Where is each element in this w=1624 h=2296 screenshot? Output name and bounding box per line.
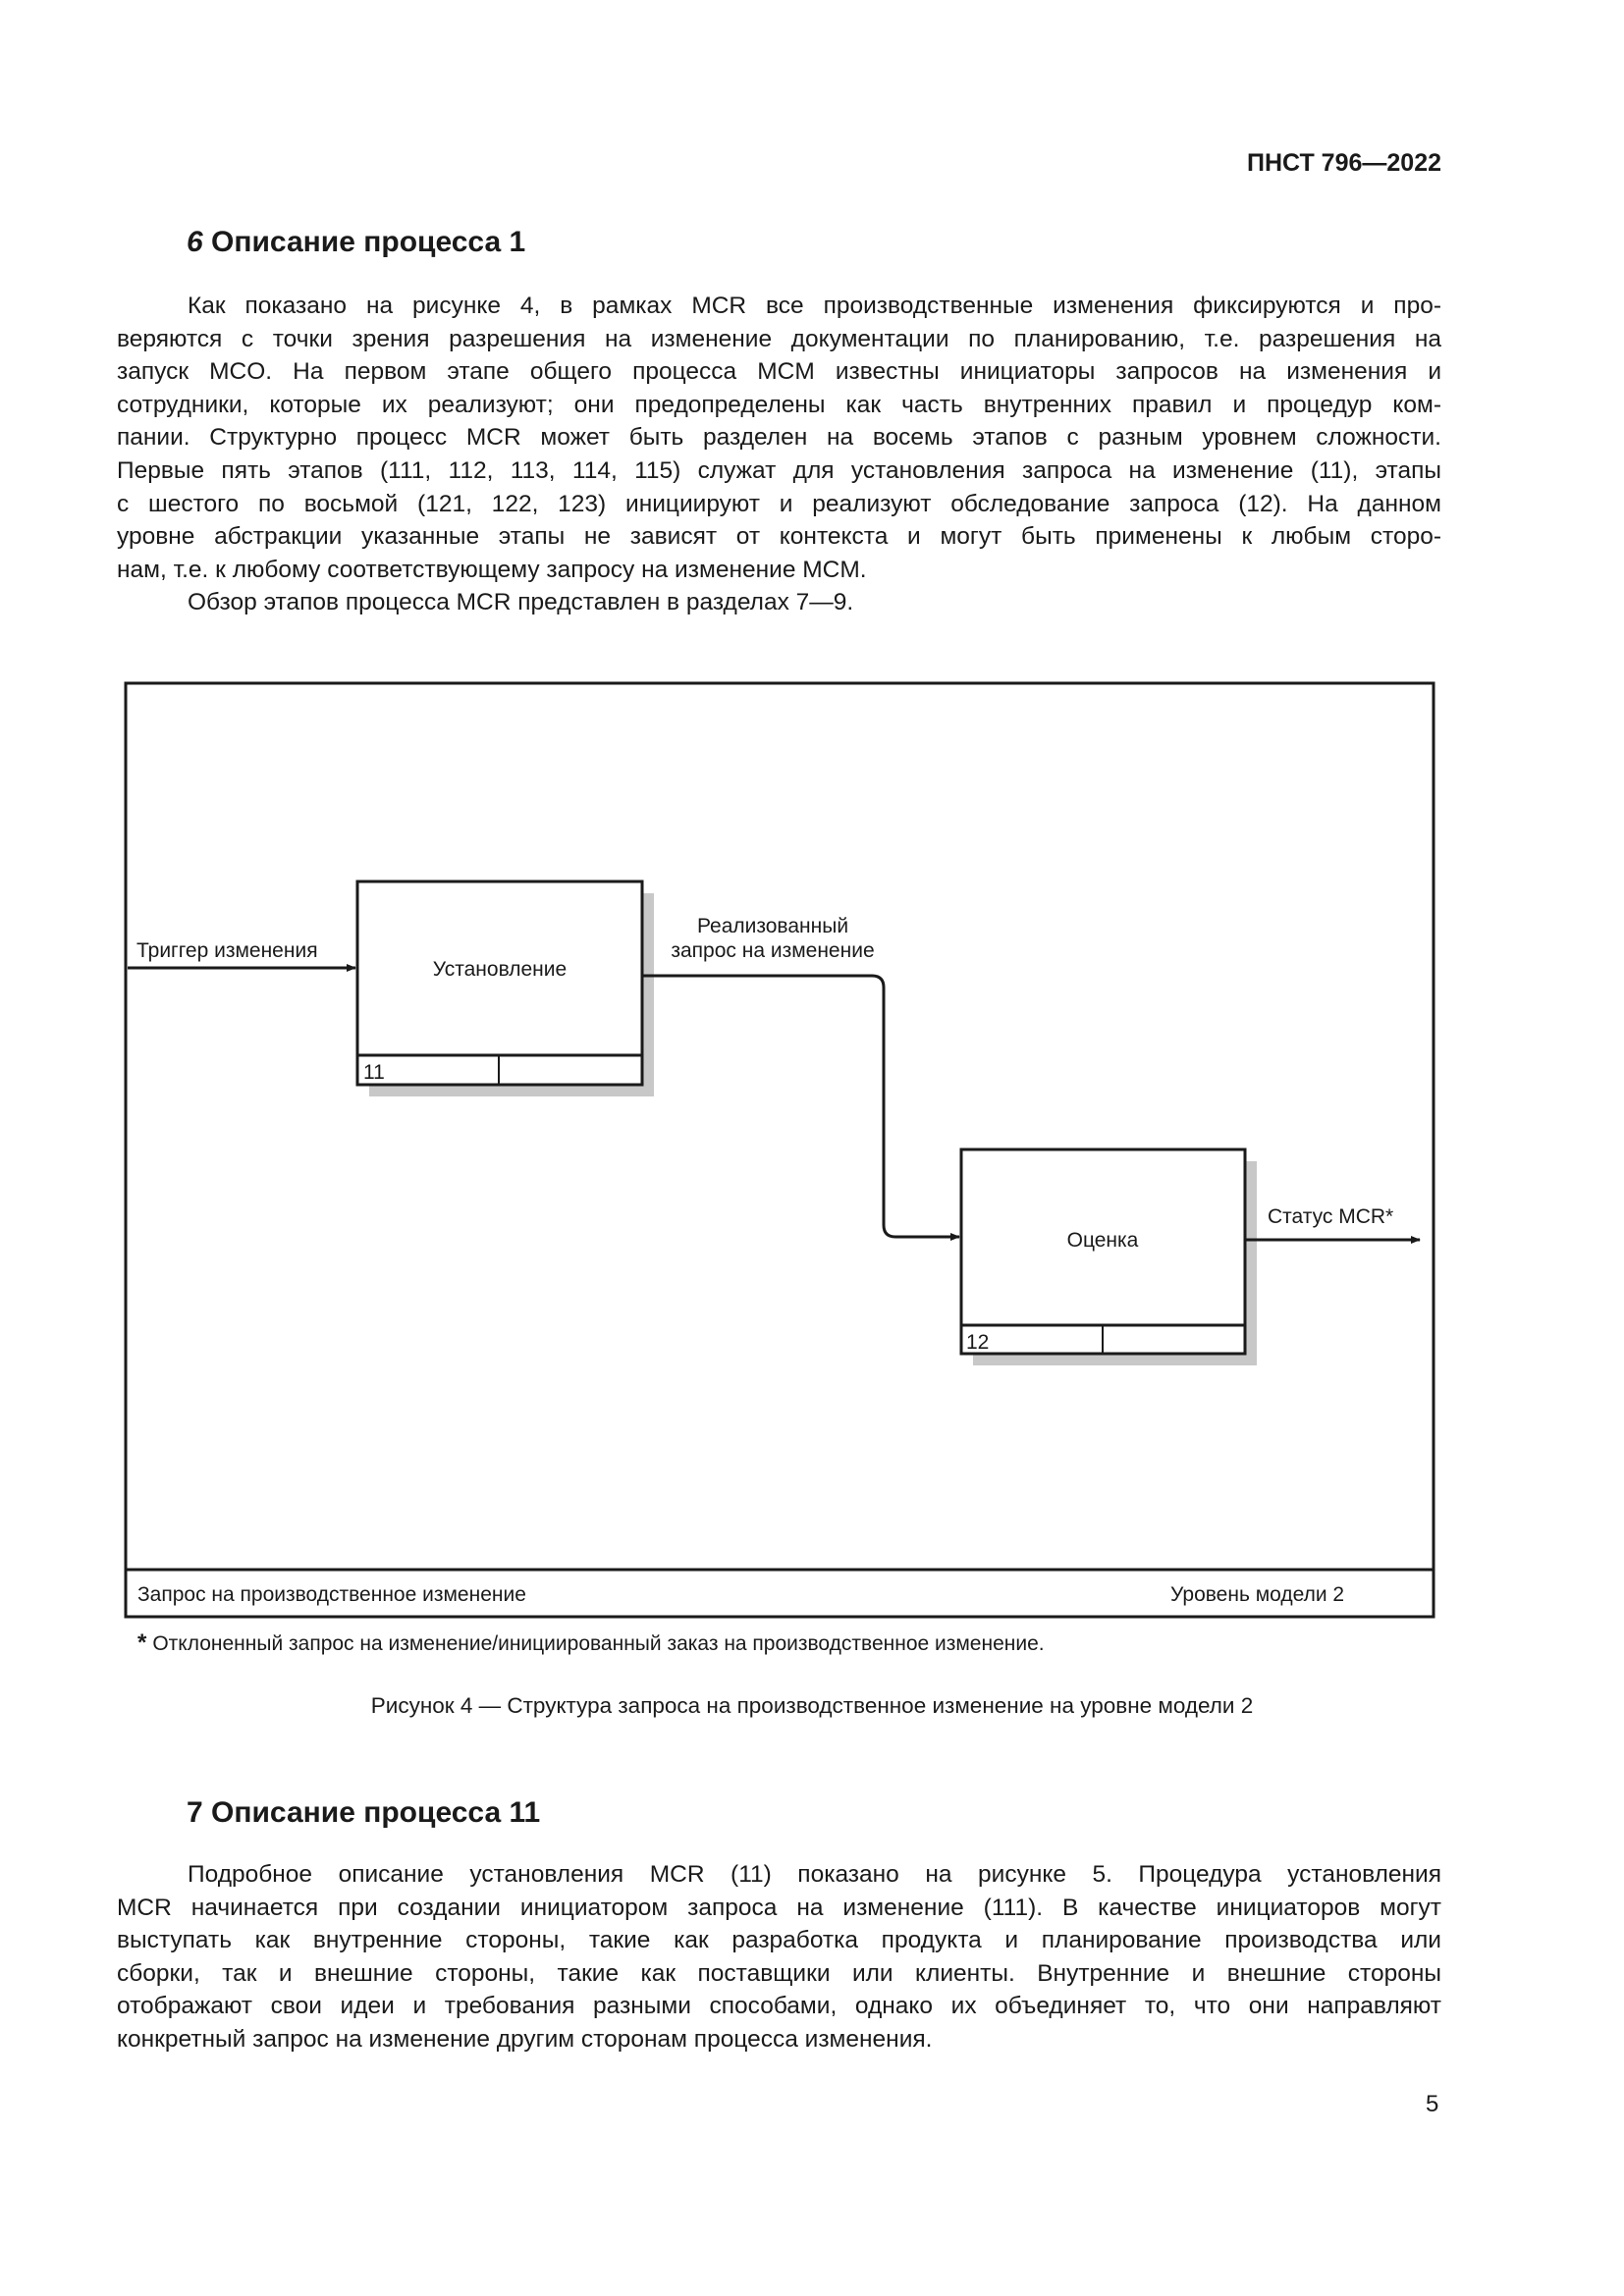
- diagram-footer-right: Уровень модели 2: [1170, 1583, 1345, 1606]
- text-line: сборки, так и внешние стороны, такие как поставщики или клиенты. Внутренние и внешние стороны: [117, 1959, 1441, 1987]
- footnote-mark: *: [137, 1629, 147, 1656]
- box-11-title: Установление: [432, 958, 568, 981]
- document-id-header: ПНСТ 796—2022: [1247, 149, 1441, 177]
- text-line: Первые пять этапов (111, 112, 113, 114, 115) служат для установления запроса на изменение (11), этапы: [117, 456, 1441, 484]
- activity-box-12: [961, 1149, 1245, 1354]
- text-line: с шестого по восьмой (121, 122, 123) инициируют и реализуют обследование запроса (12). На данном: [117, 490, 1441, 517]
- section-6-title: Описание процесса 1: [211, 226, 526, 258]
- section-7-paragraph: [117, 1858, 1441, 2056]
- box-11-number: 11: [363, 1061, 385, 1084]
- output-arrow-label: Статус MCR*: [1268, 1205, 1394, 1228]
- text-line: веряются с точки зрения разрешения на изменение документации по планированию, т.е. разрешения на: [117, 325, 1441, 352]
- section-6-number: 6: [187, 226, 203, 258]
- text-line: конкретный запрос на изменение другим сторонам процесса изменения.: [117, 2025, 933, 2053]
- text-line: сотрудники, которые их реализуют; они предопределены как часть внутренних правил и процедур ком-: [117, 391, 1441, 418]
- text-line: уровне абстракции указанные этапы не зависят от контекста и могут быть применены к любым сторо-: [117, 523, 1441, 551]
- footnote-text: Отклоненный запрос на изменение/инициированный заказ на производственное изменение.: [152, 1632, 1045, 1655]
- page-number: 5: [1426, 2091, 1439, 2117]
- text-line: нам, т.е. к любому соответствующему запросу на изменение MCM.: [117, 556, 867, 583]
- connector-label-line-2: запрос на изменение: [671, 939, 875, 962]
- connector-label-line-1: Реализованный: [696, 915, 849, 937]
- box-12-number: 12: [966, 1331, 990, 1354]
- activity-box-11: [357, 881, 642, 1085]
- text-line: отображают свои идеи и требования разными способами, однако их объединяет то, что они направляют: [117, 1993, 1441, 2020]
- box-12-title: Оценка: [1066, 1229, 1139, 1252]
- figure-footnote: [137, 1629, 1045, 1657]
- figure-caption: Рисунок 4 — Структура запроса на производственное изменение на уровне модели 2: [370, 1693, 1254, 1718]
- text-line: пании. Структурно процесс MCR может быть разделен на восемь этапов с разным уровнем сложности.: [117, 424, 1441, 452]
- text-line: запуск MCO. На первом этапе общего процесса MCM известны инициаторы запросов на изменения и: [117, 358, 1441, 386]
- section-6-paragraph-2: Обзор этапов процесса MCR представлен в разделах 7—9.: [188, 589, 854, 616]
- diagram-footer-left: Запрос на производственное изменение: [137, 1583, 526, 1606]
- text-line: Как показано на рисунке 4, в рамках MCR все производственные изменения фиксируются и про-: [188, 293, 1441, 319]
- connector-arrow: [642, 976, 959, 1237]
- section-7-heading: 7 Описание процесса 11: [187, 1796, 541, 1829]
- text-line: Подробное описание установления MCR (11) показано на рисунке 5. Процедура установления: [188, 1861, 1441, 1888]
- text-line: выступать как внутренние стороны, такие как разработка продукта и планирование производства или: [117, 1927, 1441, 1954]
- input-arrow-label: Триггер изменения: [136, 939, 318, 962]
- text-line: MCR начинается при создании инициатором запроса на изменение (111). В качестве инициаторов могут: [117, 1894, 1441, 1921]
